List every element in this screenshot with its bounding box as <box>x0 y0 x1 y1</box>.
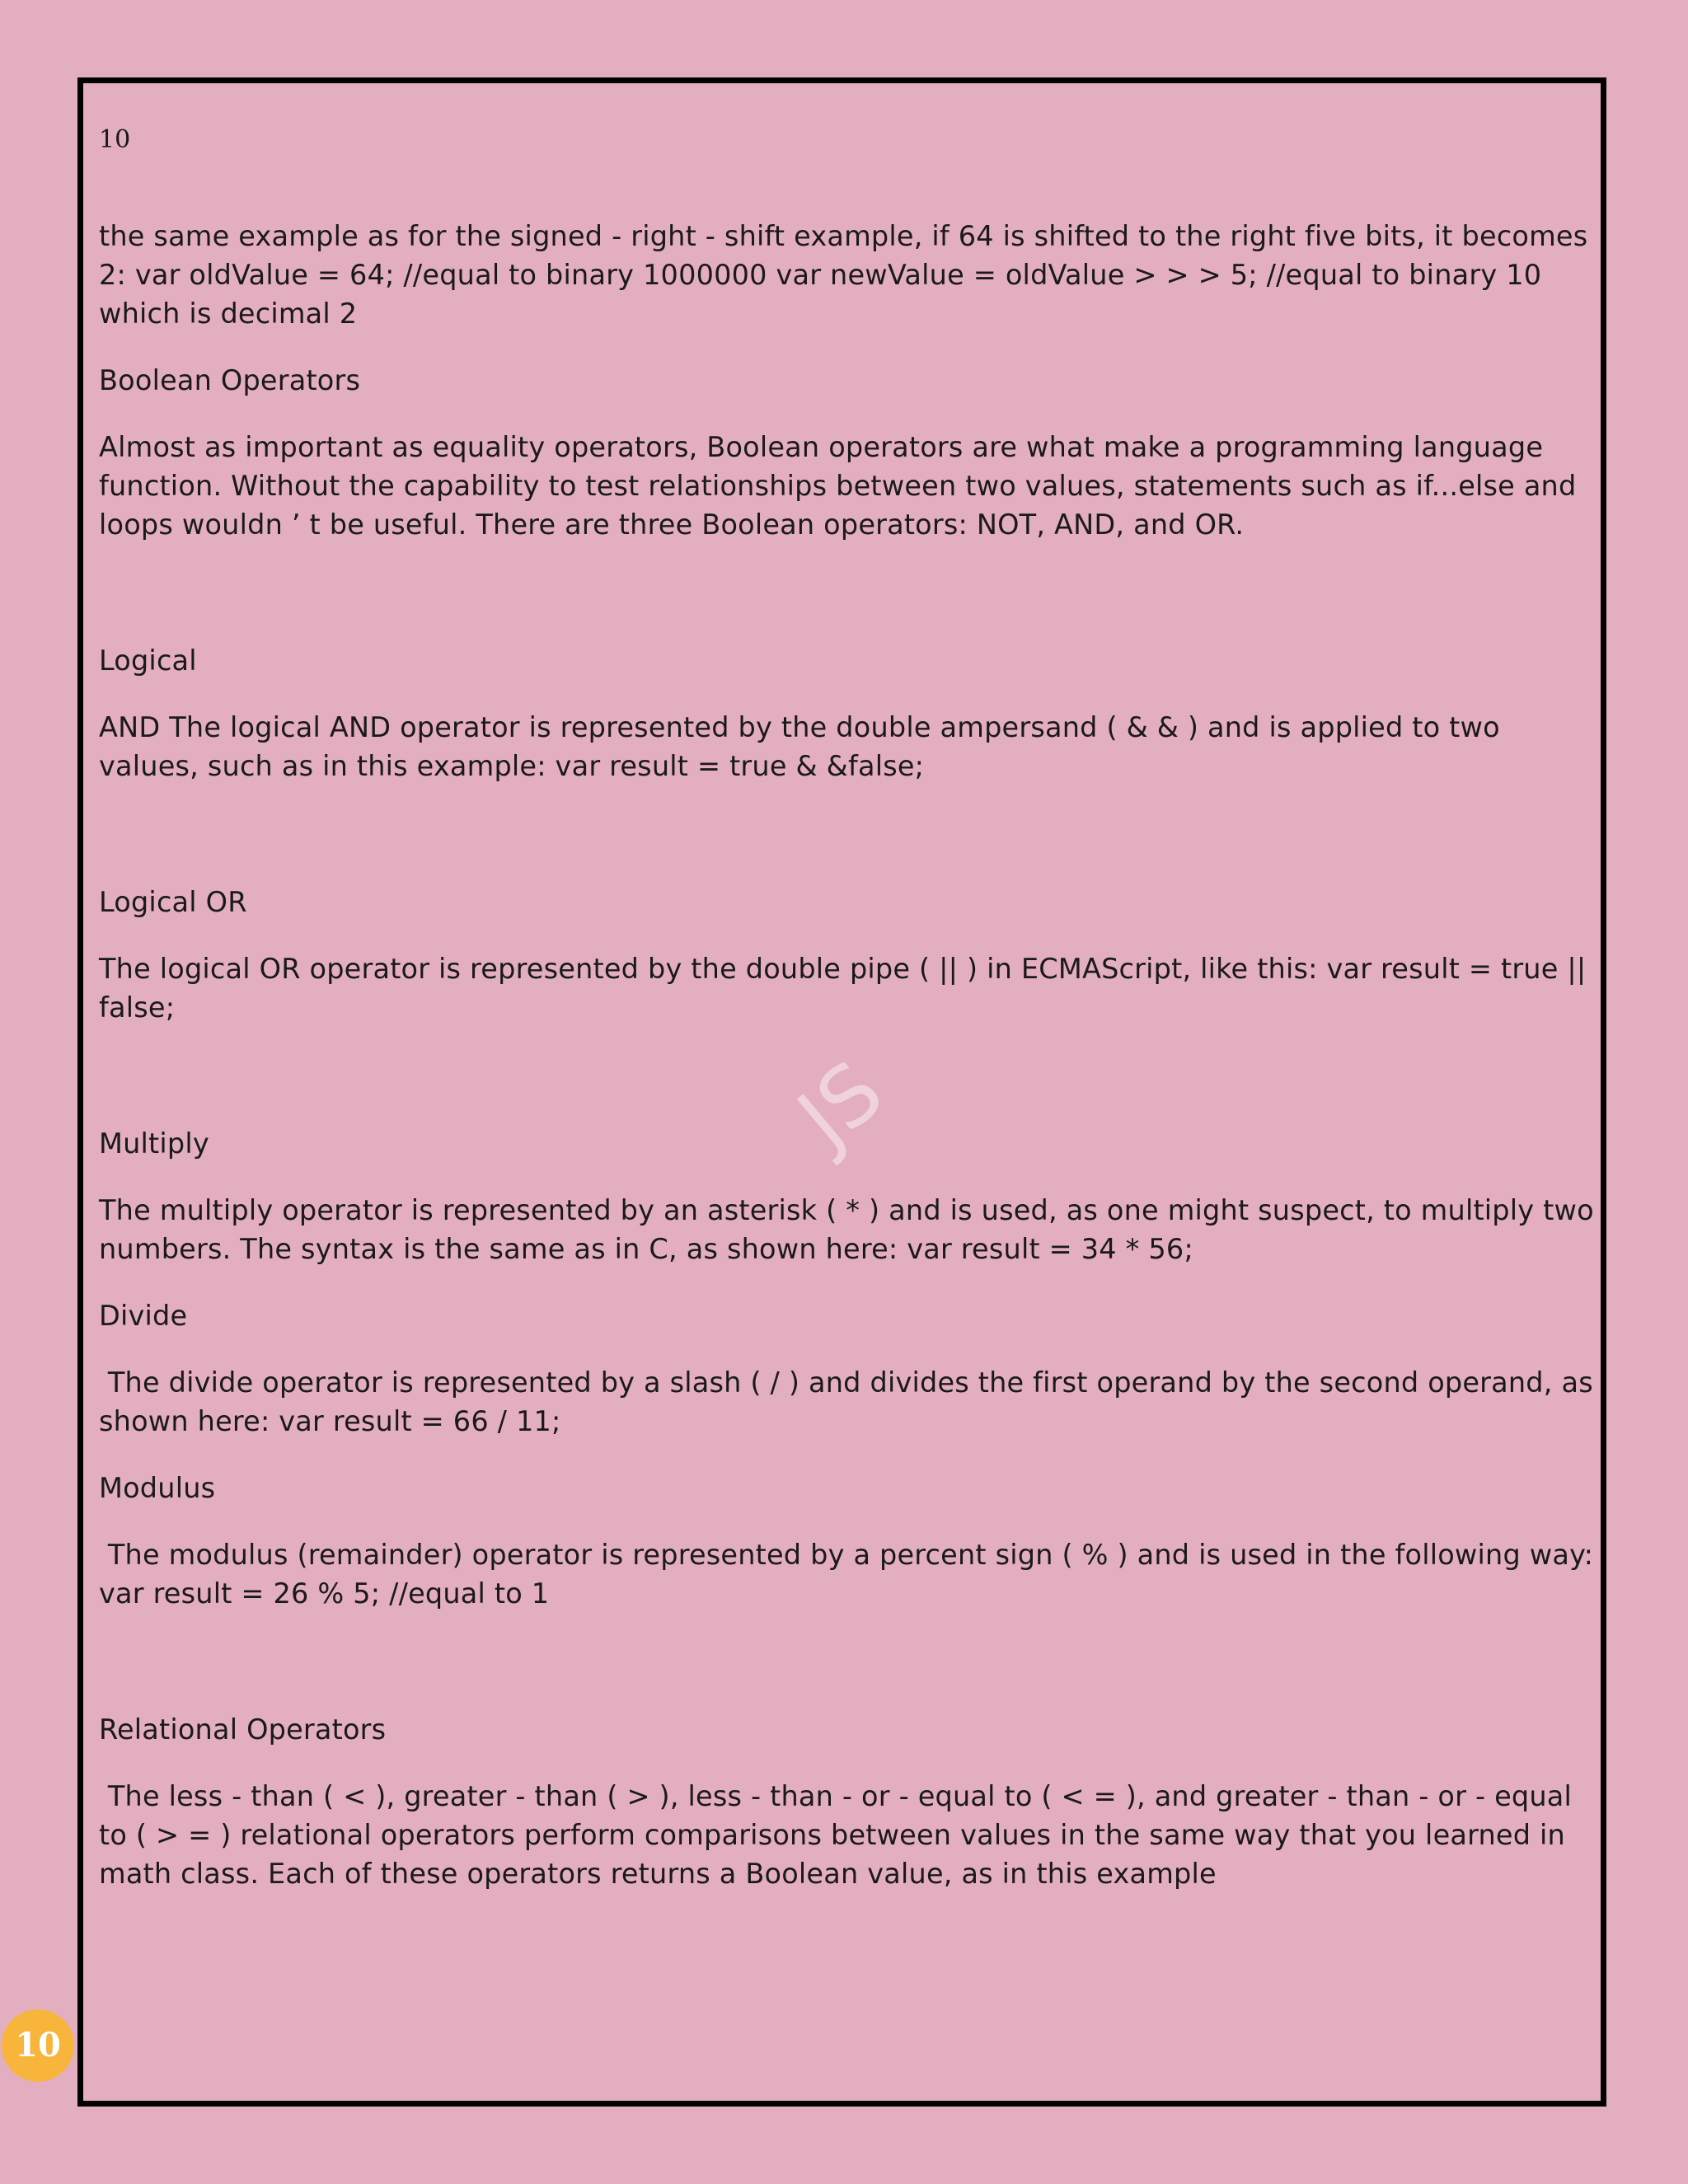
logical-heading: Logical <box>99 644 197 677</box>
relational-operators-heading: Relational Operators <box>99 1713 387 1746</box>
page-number-badge: 10 <box>2 2009 74 2082</box>
document-body <box>99 217 1603 1893</box>
js-watermark: JS <box>780 1042 901 1166</box>
boolean-operators-heading: Boolean Operators <box>99 364 361 396</box>
boolean-operators-paragraph: Almost as important as equality operators, Boolean operators are what make a programming language function. Without the capability to test relationships between two values, statements such as if...else and loops wouldn ’ t be useful. There are three Boolean operators: NOT, AND, and OR. <box>99 431 1577 541</box>
modulus-paragraph: The modulus (remainder) operator is represented by a percent sign ( % ) and is used in the following way: var result = 26 % 5; //equal to 1 <box>99 1539 1603 1610</box>
divide-paragraph: The divide operator is represented by a slash ( / ) and divides the first operand by the second operand, as shown here: var result = 66 / 11; <box>99 1366 1602 1437</box>
logical-or-heading: Logical OR <box>99 886 247 918</box>
intro-paragraph: the same example as for the signed - right - shift example, if 64 is shifted to the right five bits, it becomes 2: var oldValue = 64; //equal to binary 1000000 var newValue = oldValue > > > 5; //equal to binary 10 which is decimal 2 <box>99 220 1588 330</box>
multiply-paragraph: The multiply operator is represented by an asterisk ( * ) and is used, as one might suspect, to multiply two numbers. The syntax is the same as in C, as shown here: var result = 34 * 56; <box>99 1194 1594 1265</box>
divide-heading: Divide <box>99 1300 188 1332</box>
logical-and-paragraph: AND The logical AND operator is represented by the double ampersand ( & & ) and is applied to two values, such as in this example: var result = true & &false; <box>99 711 1500 782</box>
multiply-heading: Multiply <box>99 1127 209 1160</box>
logical-or-paragraph: The logical OR operator is represented by the double pipe ( || ) in ECMAScript, like this: var result = true || false; <box>99 953 1587 1024</box>
relational-operators-paragraph: The less - than ( < ), greater - than ( > ), less - than - or - equal to ( < = ), and greater - than - or - equal to ( > = ) relational operators perform comparisons between values in the same way that you learned in math class. Each of these operators returns a Boolean value, as in this example <box>99 1780 1581 1890</box>
modulus-heading: Modulus <box>99 1472 216 1504</box>
header-page-number: 10 <box>99 125 131 154</box>
